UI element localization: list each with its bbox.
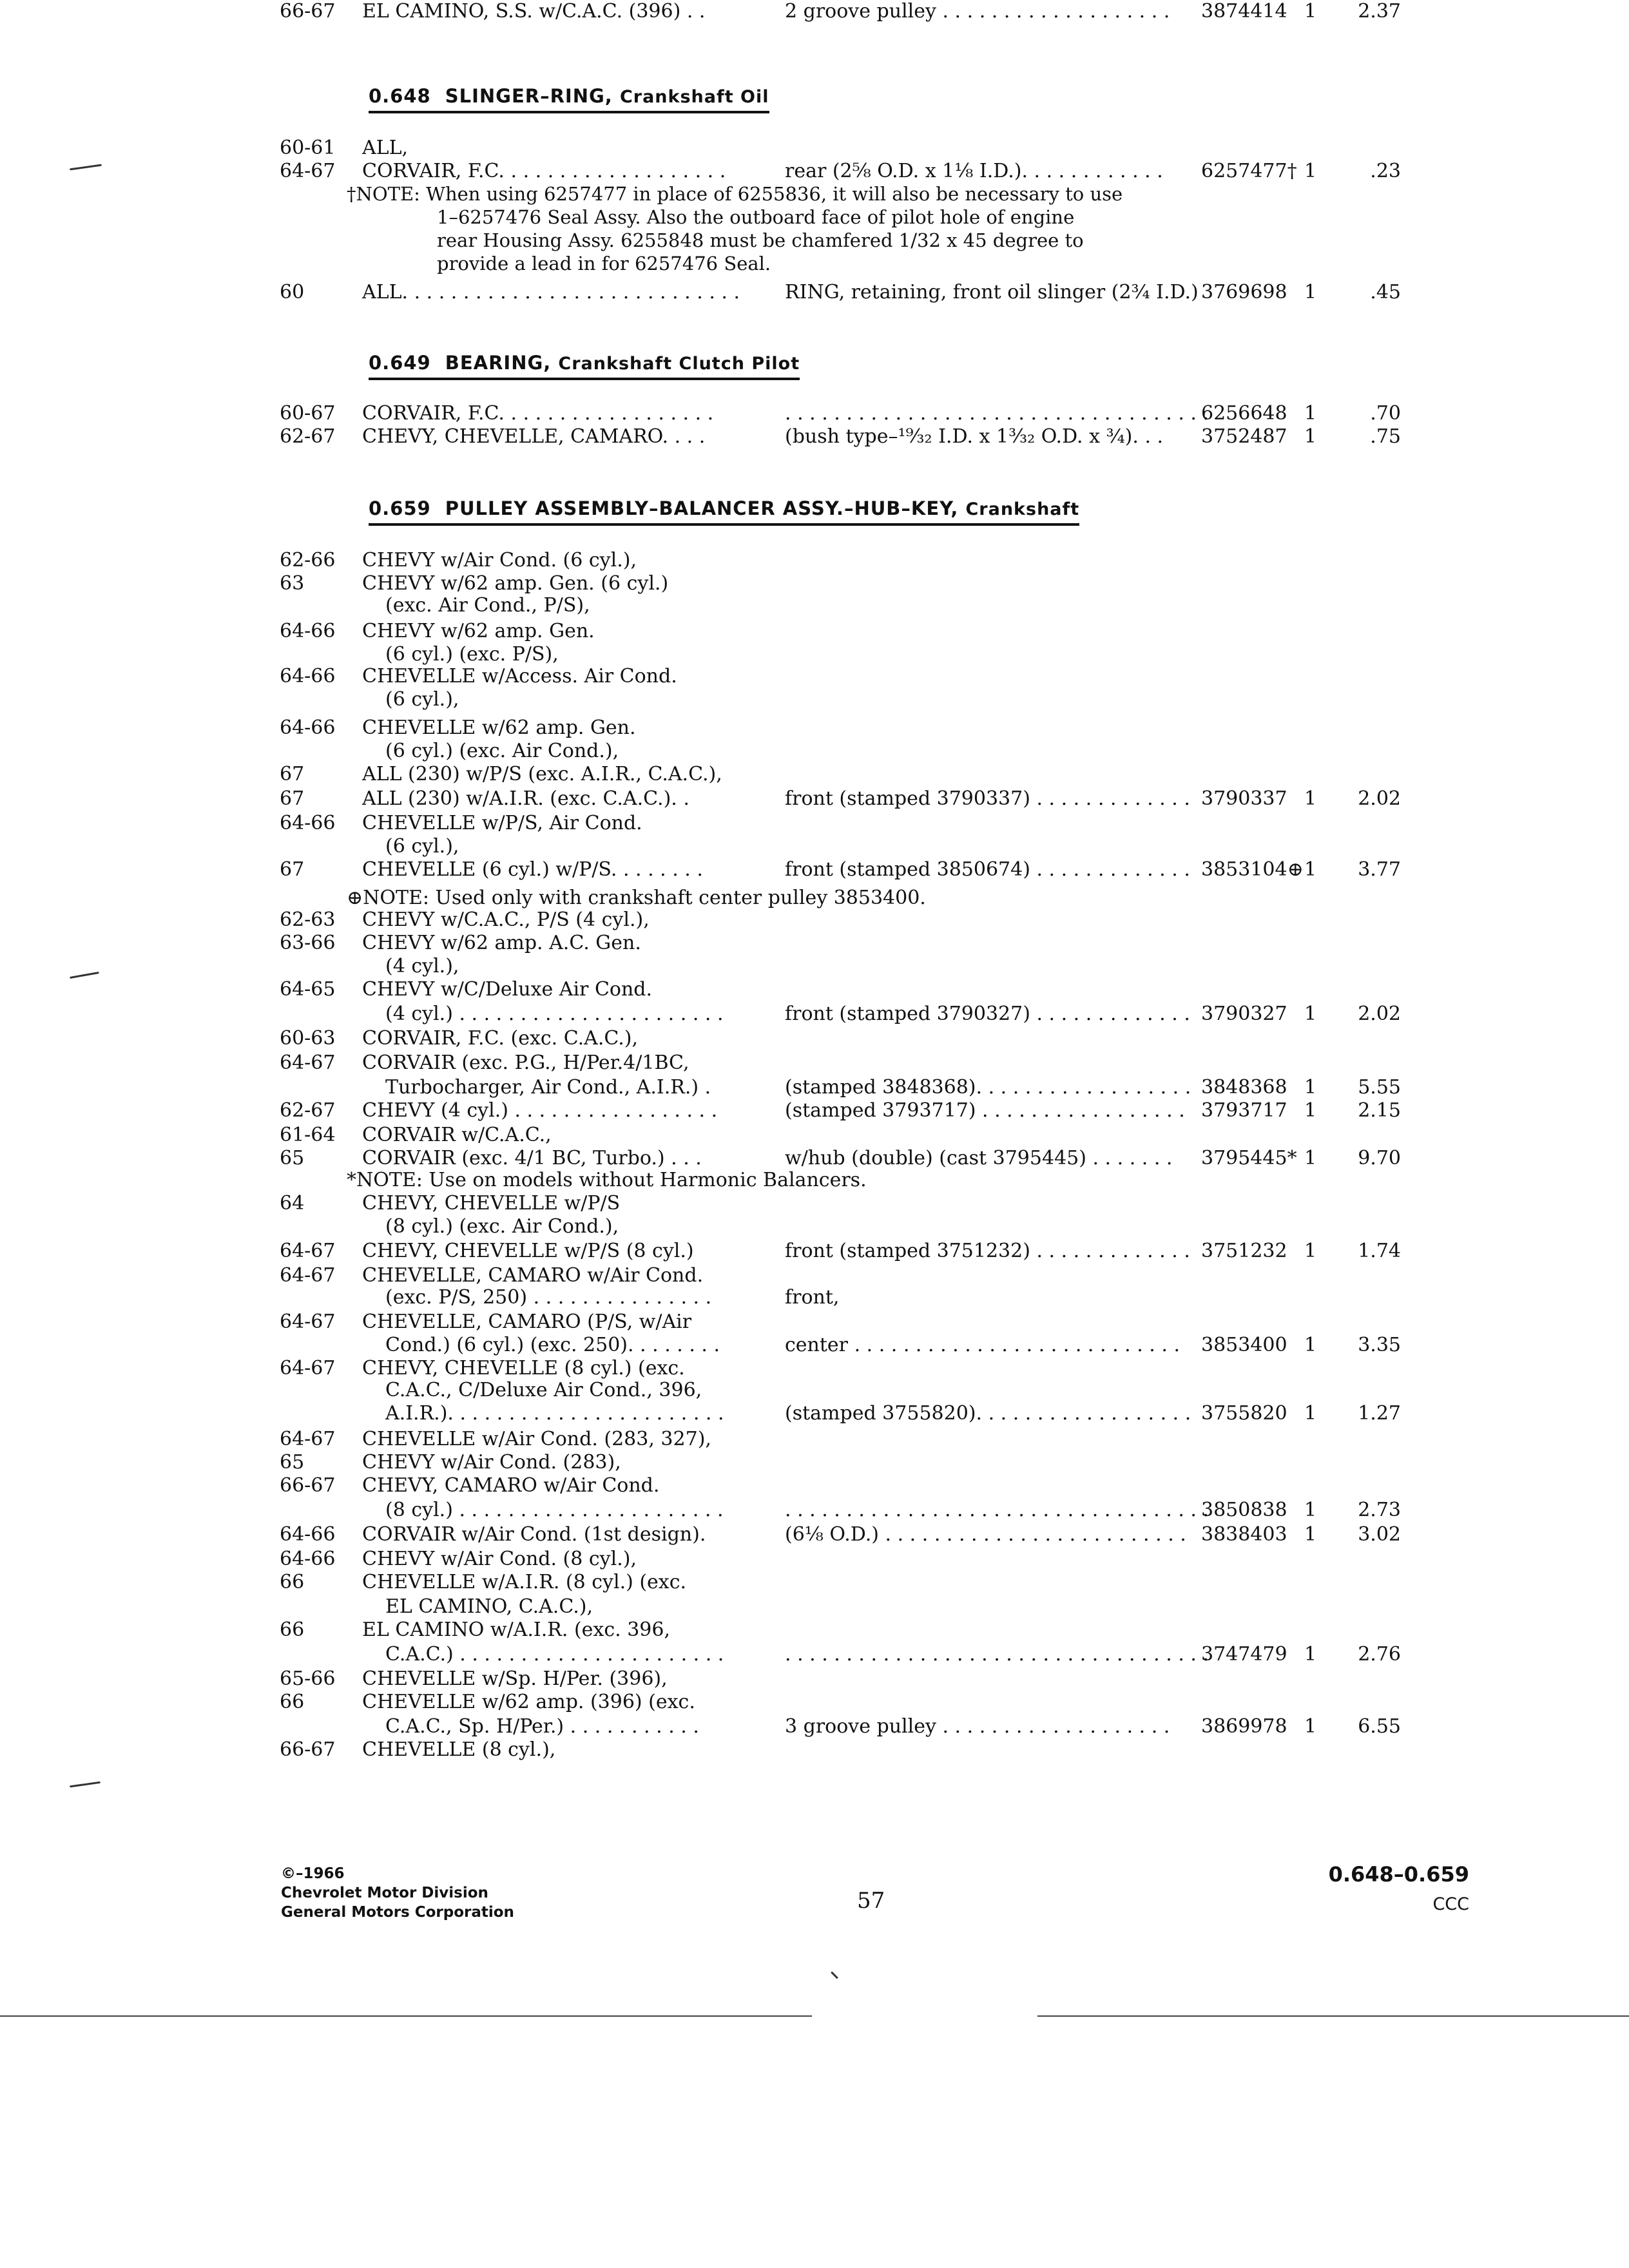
model-year: 64-67 — [280, 1311, 336, 1333]
application: ALL. . . . . . . . . . . . . . . . . . . . . . . . . . . . — [362, 281, 740, 303]
price: 3.02 — [1358, 1523, 1401, 1546]
table-row — [0, 281, 1629, 305]
application: CORVAIR (exc. P.G., H/Per.4/1BC, — [362, 1052, 689, 1074]
section-title-0648 — [369, 85, 769, 113]
application: CHEVY w/62 amp. Gen. — [362, 620, 595, 642]
application: A.I.R.). . . . . . . . . . . . . . . . . . . . . . . — [385, 1402, 724, 1425]
division-text: Chevrolet Motor Division — [281, 1885, 488, 1901]
application: CHEVELLE (8 cyl.), — [362, 1738, 556, 1761]
table-row — [0, 1548, 1629, 1572]
quantity: 1 — [1304, 1099, 1317, 1122]
table-row — [0, 1357, 1629, 1381]
application: *NOTE: Use on models without Harmonic Balancers. — [347, 1169, 867, 1191]
section-title-0659 — [369, 497, 1079, 526]
table-row — [0, 835, 1629, 860]
application: (6 cyl.), — [385, 688, 459, 711]
application: CHEVY, CHEVELLE (8 cyl.) (exc. — [362, 1357, 685, 1379]
application: CHEVELLE w/Access. Air Cond. — [362, 665, 677, 687]
application: Cond.) (6 cyl.) (exc. 250). . . . . . . . — [385, 1334, 720, 1356]
table-row — [0, 1619, 1629, 1643]
table-row — [0, 1099, 1629, 1124]
application: EL CAMINO, C.A.C.), — [385, 1595, 593, 1618]
section-title-0649 — [369, 352, 800, 380]
table-row — [0, 572, 1629, 597]
application: EL CAMINO w/A.I.R. (exc. 396, — [362, 1619, 671, 1641]
table-row — [0, 0, 1629, 24]
model-year: 66-67 — [280, 0, 336, 23]
table-row — [0, 1451, 1629, 1475]
table-row — [0, 594, 1629, 619]
part-number: 3838403 — [1201, 1523, 1287, 1546]
part-number: 3747479 — [1201, 1643, 1287, 1666]
quantity: 1 — [1304, 1240, 1317, 1262]
table-row — [0, 620, 1629, 644]
part-number: 3790327 — [1201, 1003, 1287, 1025]
application: ⊕NOTE: Used only with crankshaft center pulley 3853400. — [347, 887, 926, 909]
application: C.A.C.) . . . . . . . . . . . . . . . . . . . . . . — [385, 1643, 724, 1666]
table-row — [0, 425, 1629, 450]
model-year: 65 — [280, 1147, 305, 1169]
price: 2.37 — [1358, 0, 1401, 23]
part-number: 6256648 — [1201, 402, 1287, 425]
application: CORVAIR (exc. 4/1 BC, Turbo.) . . . — [362, 1147, 702, 1169]
note-line: provide a lead in for 6257476 Seal. — [437, 253, 771, 274]
model-year: 66 — [280, 1571, 305, 1593]
note-line: †NOTE: When using 6257477 in place of 6255836, it will also be necessary to use — [347, 183, 1123, 205]
part-number: 3874414 — [1201, 0, 1287, 23]
table-row — [0, 1402, 1629, 1427]
price: 3.35 — [1358, 1334, 1401, 1356]
model-year: 64-65 — [280, 978, 336, 1001]
model-year: 67 — [280, 763, 305, 785]
part-number: 3769698 — [1201, 281, 1287, 303]
model-year: 66 — [280, 1691, 305, 1713]
price: 5.55 — [1358, 1076, 1401, 1099]
application: CHEVY, CHEVELLE, CAMARO. . . . — [362, 425, 706, 448]
quantity: 1 — [1304, 1499, 1317, 1521]
quantity: 1 — [1304, 160, 1317, 182]
table-row — [0, 955, 1629, 979]
application: (4 cyl.) . . . . . . . . . . . . . . . . . . . . . . — [385, 1003, 724, 1025]
price: 2.02 — [1358, 787, 1401, 810]
table-row — [0, 908, 1629, 933]
description: center . . . . . . . . . . . . . . . . . . . . . . . . . . . — [785, 1334, 1180, 1356]
table-row — [0, 137, 1629, 161]
part-number: 3795445* — [1201, 1147, 1297, 1169]
description: 3 groove pulley . . . . . . . . . . . . . . . . . . . — [785, 1715, 1170, 1738]
table-row — [0, 1076, 1629, 1100]
application: CHEVELLE w/Sp. H/Per. (396), — [362, 1667, 668, 1690]
table-row — [0, 1147, 1629, 1171]
quantity: 1 — [1304, 1402, 1317, 1425]
application: CHEVY w/C.A.C., P/S (4 cyl.), — [362, 908, 650, 931]
application: CHEVY, CAMARO w/Air Cond. — [362, 1474, 660, 1497]
section-name: PULLEY ASSEMBLY–BALANCER ASSY.–HUB–KEY, — [445, 497, 959, 519]
table-row — [0, 1595, 1629, 1620]
model-year: 60-67 — [280, 402, 336, 425]
application: C.A.C., C/Deluxe Air Cond., 396, — [385, 1379, 702, 1401]
model-year: 65 — [280, 1451, 305, 1474]
price: 2.76 — [1358, 1643, 1401, 1666]
price: .70 — [1370, 402, 1401, 425]
model-year: 64-66 — [280, 620, 336, 642]
application: CHEVY, CHEVELLE w/P/S — [362, 1192, 621, 1215]
model-year: 60 — [280, 281, 305, 303]
description: w/hub (double) (cast 3795445) . . . . . . . — [785, 1147, 1173, 1169]
table-row — [0, 1215, 1629, 1240]
application: ALL, — [362, 137, 409, 159]
application: ALL (230) w/A.I.R. (exc. C.A.C.). . — [362, 787, 689, 810]
table-row — [0, 1169, 1629, 1193]
price: 1.27 — [1358, 1402, 1401, 1425]
quantity: 1 — [1304, 281, 1317, 303]
table-row — [0, 1474, 1629, 1499]
model-year: 63-66 — [280, 932, 336, 954]
application: (8 cyl.) . . . . . . . . . . . . . . . . . . . . . . — [385, 1499, 724, 1521]
section-range: 0.648–0.659 — [1328, 1862, 1469, 1887]
application: CORVAIR, F.C. . . . . . . . . . . . . . . . . . — [362, 402, 714, 425]
application: CHEVELLE w/A.I.R. (8 cyl.) (exc. — [362, 1571, 687, 1593]
model-year: 64-66 — [280, 812, 336, 834]
part-number: 3848368 — [1201, 1076, 1287, 1099]
corporation-text: General Motors Corporation — [281, 1904, 514, 1921]
model-year: 60-61 — [280, 137, 336, 159]
table-row — [0, 402, 1629, 427]
description: . . . . . . . . . . . . . . . . . . . . . . . . . . . . . . . . . . . — [785, 1643, 1209, 1666]
scan-line — [0, 2015, 812, 2017]
section-subtitle: Crankshaft — [965, 499, 1080, 519]
model-year: 67 — [280, 787, 305, 810]
application: ALL (230) w/P/S (exc. A.I.R., C.A.C.), — [362, 763, 722, 785]
model-year: 67 — [280, 858, 305, 881]
scan-speck — [831, 1971, 838, 1979]
table-row — [0, 740, 1629, 764]
model-year: 64-66 — [280, 716, 336, 739]
quantity: 1 — [1304, 1147, 1317, 1169]
application: CHEVELLE (6 cyl.) w/P/S. . . . . . . . — [362, 858, 703, 881]
table-row — [0, 1240, 1629, 1264]
table-row — [0, 1691, 1629, 1715]
price: 6.55 — [1358, 1715, 1401, 1738]
description: front (stamped 3790327) . . . . . . . . . . . . . — [785, 1003, 1190, 1025]
table-row — [0, 1667, 1629, 1692]
table-row — [0, 716, 1629, 741]
application: CHEVELLE w/P/S, Air Cond. — [362, 812, 642, 834]
table-row — [0, 1027, 1629, 1052]
table-row — [0, 887, 1629, 911]
description: (stamped 3848368). . . . . . . . . . . . . . . . . . — [785, 1076, 1191, 1099]
application: CHEVY w/Air Cond. (283), — [362, 1451, 621, 1474]
model-year: 64-67 — [280, 1052, 336, 1074]
part-number: 3790337 — [1201, 787, 1287, 810]
table-row — [0, 1643, 1629, 1667]
price: .45 — [1370, 281, 1401, 303]
model-year: 64-67 — [280, 1264, 336, 1287]
application: CHEVY (4 cyl.) . . . . . . . . . . . . . . . . . — [362, 1099, 718, 1122]
model-year: 64-67 — [280, 160, 336, 182]
model-year: 61-64 — [280, 1124, 336, 1146]
section-subtitle: Crankshaft Oil — [619, 87, 769, 107]
application: CORVAIR w/C.A.C., — [362, 1124, 552, 1146]
table-row — [0, 665, 1629, 689]
note-line: 1–6257476 Seal Assy. Also the outboard face of pilot hole of engine — [437, 206, 1075, 228]
description: . . . . . . . . . . . . . . . . . . . . . . . . . . . . . . . . . . . — [785, 402, 1209, 425]
table-row — [0, 160, 1629, 184]
part-number: 3850838 — [1201, 1499, 1287, 1521]
description: 2 groove pulley . . . . . . . . . . . . . . . . . . . — [785, 0, 1170, 23]
model-year: 66 — [280, 1619, 305, 1641]
table-row — [0, 1311, 1629, 1335]
application: EL CAMINO, S.S. w/C.A.C. (396) . . — [362, 0, 706, 23]
model-year: 65-66 — [280, 1667, 336, 1690]
price: .75 — [1370, 425, 1401, 448]
part-number: 3793717 — [1201, 1099, 1287, 1122]
application: (6 cyl.) (exc. Air Cond.), — [385, 740, 619, 762]
quantity: 1 — [1304, 0, 1317, 23]
table-row — [0, 1571, 1629, 1595]
application: (6 cyl.), — [385, 835, 459, 858]
application: CHEVY w/C/Deluxe Air Cond. — [362, 978, 653, 1001]
section-number: 0.649 — [369, 352, 431, 374]
part-number: 3853104⊕ — [1201, 858, 1304, 881]
table-row — [0, 1428, 1629, 1452]
application: (exc. P/S, 250) . . . . . . . . . . . . . . . — [385, 1286, 712, 1309]
section-number: 0.648 — [369, 85, 431, 107]
quantity: 1 — [1304, 787, 1317, 810]
footer-publisher — [281, 1864, 514, 1922]
catalog-code: CCC — [1432, 1894, 1469, 1914]
copyright-text: ©–1966 — [281, 1865, 345, 1882]
quantity: 1 — [1304, 1523, 1317, 1546]
model-year: 63 — [280, 572, 305, 595]
application: (8 cyl.) (exc. Air Cond.), — [385, 1215, 619, 1238]
application: (6 cyl.) (exc. P/S), — [385, 643, 559, 666]
application: CHEVY w/62 amp. Gen. (6 cyl.) — [362, 572, 669, 595]
model-year: 64-66 — [280, 1523, 336, 1546]
table-row — [0, 1286, 1629, 1311]
description: rear (2⅝ O.D. x 1⅛ I.D.). . . . . . . . . . . . — [785, 160, 1163, 182]
part-number: 3755820 — [1201, 1402, 1287, 1425]
part-number: 3853400 — [1201, 1334, 1287, 1356]
price: 2.15 — [1358, 1099, 1401, 1122]
model-year: 62-67 — [280, 425, 336, 448]
table-row — [0, 858, 1629, 883]
table-row — [0, 1523, 1629, 1548]
description: (stamped 3793717) . . . . . . . . . . . . . . . . . — [785, 1099, 1185, 1122]
table-row — [0, 978, 1629, 1003]
part-number: 6257477† — [1201, 160, 1297, 182]
quantity: 1 — [1304, 1076, 1317, 1099]
application: (exc. Air Cond., P/S), — [385, 594, 590, 617]
table-row — [0, 1052, 1629, 1076]
table-row — [0, 1499, 1629, 1523]
table-row — [0, 1192, 1629, 1216]
page-number: 57 — [857, 1888, 885, 1914]
price: 2.73 — [1358, 1499, 1401, 1521]
quantity: 1 — [1304, 425, 1317, 448]
quantity: 1 — [1304, 858, 1317, 881]
table-row — [0, 1738, 1629, 1763]
part-number: 3869978 — [1201, 1715, 1287, 1738]
table-row — [0, 1334, 1629, 1358]
part-number: 3752487 — [1201, 425, 1287, 448]
description: (bush type–¹⁹⁄₃₂ I.D. x 1³⁄₃₂ O.D. x ¾). . . — [785, 425, 1164, 448]
application: CHEVELLE, CAMARO (P/S, w/Air — [362, 1311, 692, 1333]
table-row — [0, 1715, 1629, 1740]
model-year: 62-63 — [280, 908, 336, 931]
section-number: 0.659 — [369, 497, 431, 519]
model-year: 66-67 — [280, 1474, 336, 1497]
part-number: 3751232 — [1201, 1240, 1287, 1262]
table-row — [0, 787, 1629, 812]
table-row — [0, 549, 1629, 573]
quantity: 1 — [1304, 1715, 1317, 1738]
description: (6⅛ O.D.) . . . . . . . . . . . . . . . . . . . . . . . . . — [785, 1523, 1186, 1546]
quantity: 1 — [1304, 1003, 1317, 1025]
section-subtitle: Crankshaft Clutch Pilot — [558, 354, 800, 374]
section-name: BEARING, — [445, 352, 552, 374]
application: CORVAIR, F.C. . . . . . . . . . . . . . . . . . . — [362, 160, 726, 182]
table-row — [0, 1003, 1629, 1027]
note-line: rear Housing Assy. 6255848 must be chamfered 1/32 x 45 degree to — [437, 229, 1084, 251]
model-year: 64-67 — [280, 1428, 336, 1450]
quantity: 1 — [1304, 1643, 1317, 1666]
model-year: 64-66 — [280, 665, 336, 687]
model-year: 64 — [280, 1192, 305, 1215]
description: front (stamped 3751232) . . . . . . . . . . . . . — [785, 1240, 1190, 1262]
table-row — [0, 763, 1629, 787]
price: 3.77 — [1358, 858, 1401, 881]
application: C.A.C., Sp. H/Per.) . . . . . . . . . . . — [385, 1715, 699, 1738]
quantity: 1 — [1304, 402, 1317, 425]
table-row — [0, 1379, 1629, 1403]
application: CHEVELLE w/62 amp. Gen. — [362, 716, 636, 739]
price: 2.02 — [1358, 1003, 1401, 1025]
application: CORVAIR, F.C. (exc. C.A.C.), — [362, 1027, 639, 1050]
table-row — [0, 932, 1629, 956]
table-row — [0, 643, 1629, 668]
price: 1.74 — [1358, 1240, 1401, 1262]
model-year: 64-66 — [280, 1548, 336, 1570]
table-row — [0, 1264, 1629, 1289]
application: CHEVY w/Air Cond. (8 cyl.), — [362, 1548, 637, 1570]
description: RING, retaining, front oil slinger (2¾ I.D.) — [785, 281, 1199, 303]
description: (stamped 3755820). . . . . . . . . . . . . . . . . . — [785, 1402, 1191, 1425]
price: 9.70 — [1358, 1147, 1401, 1169]
description: front (stamped 3850674) . . . . . . . . . . . . . — [785, 858, 1190, 881]
application: CHEVY w/Air Cond. (6 cyl.), — [362, 549, 637, 572]
model-year: 66-67 — [280, 1738, 336, 1761]
application: CORVAIR w/Air Cond. (1st design). — [362, 1523, 706, 1546]
application: Turbocharger, Air Cond., A.I.R.) . — [385, 1076, 711, 1099]
description: front, — [785, 1286, 840, 1309]
margin-mark — [70, 1782, 101, 1788]
table-row — [0, 1124, 1629, 1148]
price: .23 — [1370, 160, 1401, 182]
application: CHEVELLE, CAMARO w/Air Cond. — [362, 1264, 704, 1287]
table-row — [0, 812, 1629, 836]
scan-line — [1037, 2015, 1629, 2017]
application: CHEVELLE w/62 amp. (396) (exc. — [362, 1691, 695, 1713]
model-year: 60-63 — [280, 1027, 336, 1050]
model-year: 62-66 — [280, 549, 336, 572]
application: CHEVY, CHEVELLE w/P/S (8 cyl.) — [362, 1240, 694, 1262]
section-name: SLINGER–RING, — [445, 85, 613, 107]
application: CHEVELLE w/Air Cond. (283, 327), — [362, 1428, 711, 1450]
footer-section-range — [1329, 1862, 1469, 1914]
application: (4 cyl.), — [385, 955, 459, 977]
table-row — [0, 688, 1629, 713]
application: CHEVY w/62 amp. A.C. Gen. — [362, 932, 641, 954]
description: front (stamped 3790337) . . . . . . . . . . . . . — [785, 787, 1190, 810]
model-year: 62-67 — [280, 1099, 336, 1122]
quantity: 1 — [1304, 1334, 1317, 1356]
description: . . . . . . . . . . . . . . . . . . . . . . . . . . . . . . . . . . . — [785, 1499, 1209, 1521]
model-year: 64-67 — [280, 1357, 336, 1379]
model-year: 64-67 — [280, 1240, 336, 1262]
